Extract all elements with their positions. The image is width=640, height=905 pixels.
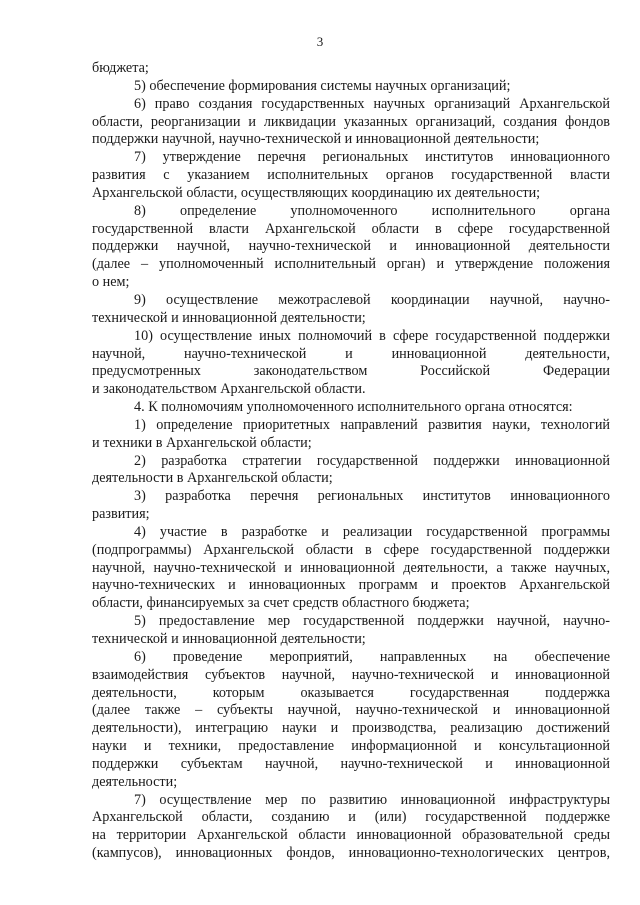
text-line: научной, научно-технической и инновационной деятельности, bbox=[92, 345, 610, 362]
text-line: 4. К полномочиям уполномоченного исполнительного органа относятся: bbox=[134, 399, 573, 416]
text-line: деятельности в Архангельской области; bbox=[92, 470, 333, 487]
text-line: технической и инновационной деятельности; bbox=[92, 631, 366, 647]
text-line: на территории Архангельской области инновационной образовательной среды bbox=[92, 827, 610, 844]
text-line: области, финансируемых за счет средств областного бюджета; bbox=[92, 595, 470, 612]
text-line: научной, научно-технической и инновационной деятельности, а также научных, bbox=[92, 559, 610, 576]
text-line: 7) утверждение перечня региональных институтов инновационного bbox=[134, 149, 610, 166]
text-line: 1) определение приоритетных направлений развития науки, технологий bbox=[134, 416, 610, 433]
text-line: области, реорганизации и ликвидации указанных организаций, создания фондов bbox=[92, 113, 610, 130]
text-line: (кампусов), инновационных фондов, инновационно-технологических центров, bbox=[92, 845, 610, 862]
text-line: предусмотренных законодательством Российской Федерации bbox=[92, 363, 610, 380]
text-line: деятельности), интеграцию науки и производства, реализацию достижений bbox=[92, 720, 610, 737]
text-line: государственной власти Архангельской области в сфере государственной bbox=[92, 220, 610, 237]
text-line: бюджета; bbox=[92, 60, 149, 76]
document-body bbox=[92, 60, 610, 863]
text-line: Архангельской области, созданию и (или) государственной поддержке bbox=[92, 809, 610, 826]
text-line: и законодательством Архангельской области. bbox=[92, 381, 366, 398]
text-line: технической и инновационной деятельности; bbox=[92, 309, 366, 326]
text-line: 6) право создания государственных научных организаций Архангельской bbox=[134, 95, 610, 112]
text-line: деятельности; bbox=[92, 773, 178, 790]
text-line: (подпрограммы) Архангельской области в сфере государственной поддержки bbox=[92, 541, 610, 558]
text-line: поддержки научной, научно-технической и инновационной деятельности bbox=[92, 238, 610, 255]
text-line: 6) проведение мероприятий, направленных на обеспечение bbox=[134, 648, 610, 665]
text-line: о нем; bbox=[92, 274, 130, 291]
text-line: взаимодействия субъектов научной, научно-технической и инновационной bbox=[92, 666, 610, 683]
text-line: развития с указанием исполнительных органов государственной власти bbox=[92, 167, 610, 184]
text-line: 3) разработка перечня региональных институтов инновационного bbox=[134, 488, 610, 505]
text-line: 9) осуществление межотраслевой координации научной, научно- bbox=[134, 291, 610, 308]
text-line: 7) осуществление мер по развитию инновационной инфраструктуры bbox=[134, 791, 610, 808]
text-line: поддержки научной, научно-технической и инновационной деятельности; bbox=[92, 131, 540, 148]
text-line: 4) участие в разработке и реализации государственной программы bbox=[134, 523, 610, 540]
text-line: (далее также – субъекты научной, научно-технической и инновационной bbox=[92, 702, 610, 719]
text-line: поддержки субъектам научной, научно-технической и инновационной bbox=[92, 755, 610, 772]
text-line: научно-технических и инновационных программ и проектов Архангельской bbox=[92, 577, 610, 594]
text-line: 10) осуществление иных полномочий в сфере государственной поддержки bbox=[134, 327, 610, 344]
text-line: и техники в Архангельской области; bbox=[92, 434, 312, 451]
text-line: науки и техники, предоставление информационной и консультационной bbox=[92, 738, 610, 755]
text-line: деятельности, которым оказывается государственная поддержка bbox=[92, 684, 610, 701]
text-line: 8) определение уполномоченного исполнительного органа bbox=[134, 202, 610, 219]
text-line: 2) разработка стратегии государственной поддержки инновационной bbox=[134, 452, 610, 469]
text-line: 5) обеспечение формирования системы научных организаций; bbox=[134, 77, 511, 94]
page-number: 3 bbox=[316, 34, 324, 49]
text-line: 5) предоставление мер государственной поддержки научной, научно- bbox=[134, 613, 610, 630]
text-line: Архангельской области, осуществляющих координацию их деятельности; bbox=[92, 184, 541, 201]
text-line: развития; bbox=[92, 506, 150, 523]
text-line: (далее – уполномоченный исполнительный орган) и утверждение положения bbox=[92, 256, 610, 273]
